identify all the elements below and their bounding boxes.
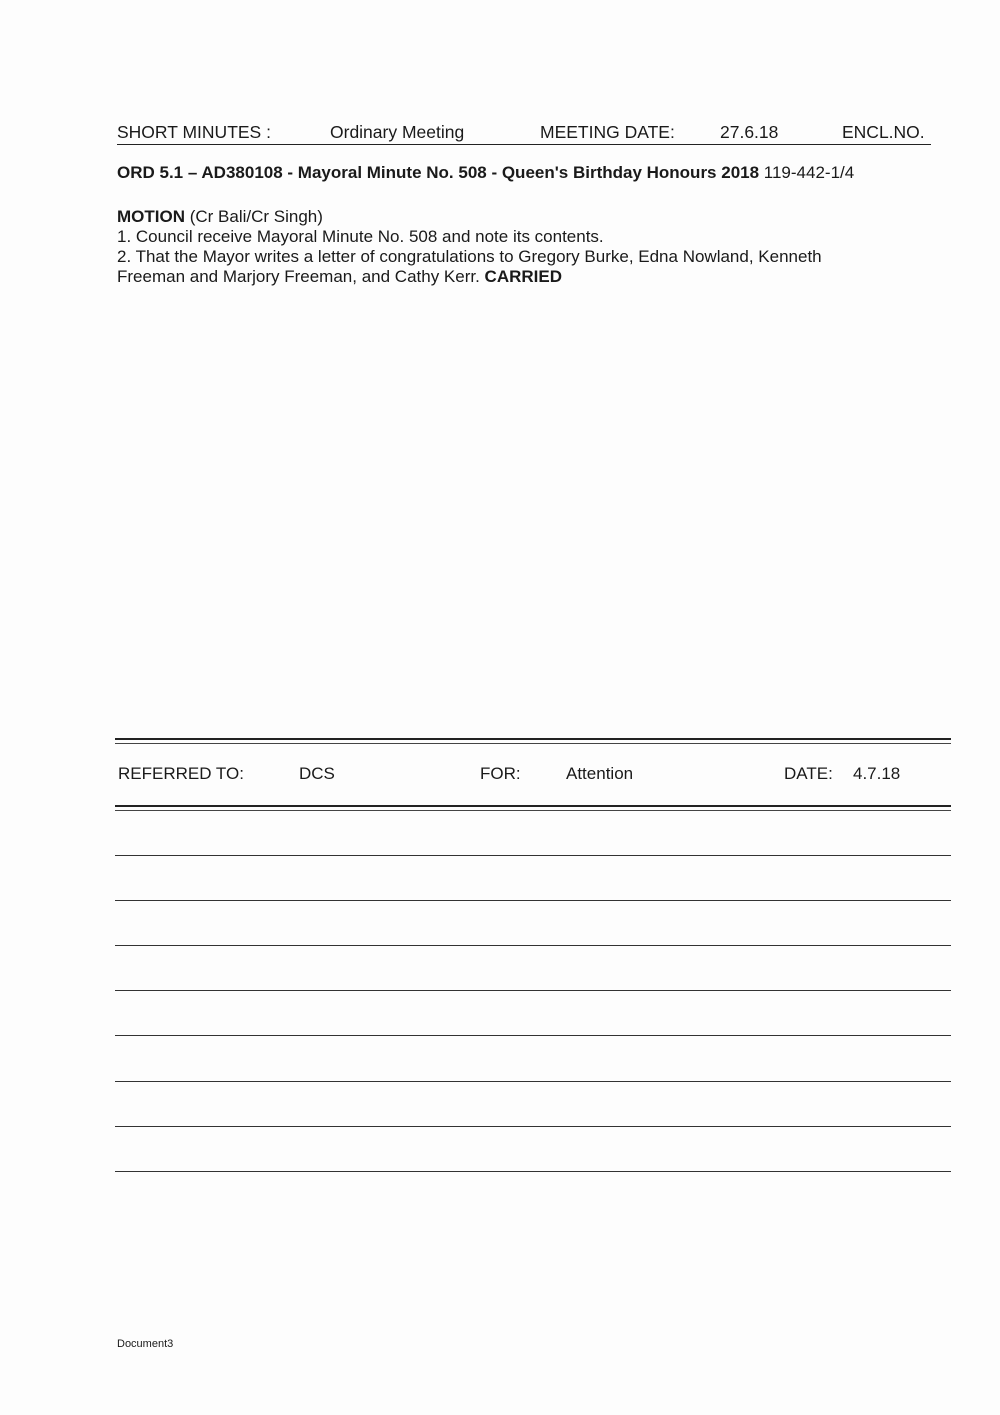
referral-bottom-divider	[115, 805, 951, 811]
short-minutes-label: SHORT MINUTES :	[117, 122, 271, 142]
carried-label: CARRIED	[484, 267, 562, 286]
referral-top-divider	[115, 738, 951, 744]
blank-line	[115, 1081, 951, 1082]
blank-line	[115, 855, 951, 856]
blank-line	[115, 1035, 951, 1036]
meeting-date-label: MEETING DATE:	[540, 122, 675, 142]
motion-point-2-line-2	[117, 267, 917, 287]
meeting-type: Ordinary Meeting	[330, 122, 465, 142]
motion-block	[117, 207, 917, 287]
motion-point-2-line-1: 2. That the Mayor writes a letter of congratulations to Gregory Burke, Edna Nowland, Kenneth	[117, 247, 822, 266]
motion-point-2-text: Freeman and Marjory Freeman, and Cathy Kerr.	[117, 267, 485, 286]
blank-line	[115, 1126, 951, 1127]
minutes-header	[117, 122, 931, 145]
blank-line	[115, 1171, 951, 1172]
blank-line	[115, 945, 951, 946]
for-label: FOR:	[480, 764, 521, 783]
date-value: 4.7.18	[853, 764, 901, 783]
referred-to-label: REFERRED TO:	[118, 764, 244, 783]
encl-no-label: ENCL.NO.	[842, 122, 925, 142]
motion-heading	[117, 207, 917, 227]
meeting-date-value: 27.6.18	[720, 122, 779, 142]
motion-point-1: 1. Council receive Mayoral Minute No. 508 and note its contents.	[117, 227, 604, 246]
blank-line	[115, 990, 951, 991]
for-value: Attention	[566, 764, 634, 783]
motion-movers: (Cr Bali/Cr Singh)	[185, 207, 323, 226]
referred-to-value: DCS	[299, 764, 335, 783]
document-footer: Document3	[117, 1338, 174, 1350]
item-title: ORD 5.1 – AD380108 - Mayoral Minute No. 508 - Queen's Birthday Honours 2018	[117, 163, 760, 182]
blank-line	[115, 900, 951, 901]
motion-label: MOTION	[117, 207, 185, 226]
item-reference	[117, 163, 854, 183]
item-file-number: 119-442-1/4	[759, 163, 855, 182]
date-label: DATE:	[784, 764, 833, 783]
